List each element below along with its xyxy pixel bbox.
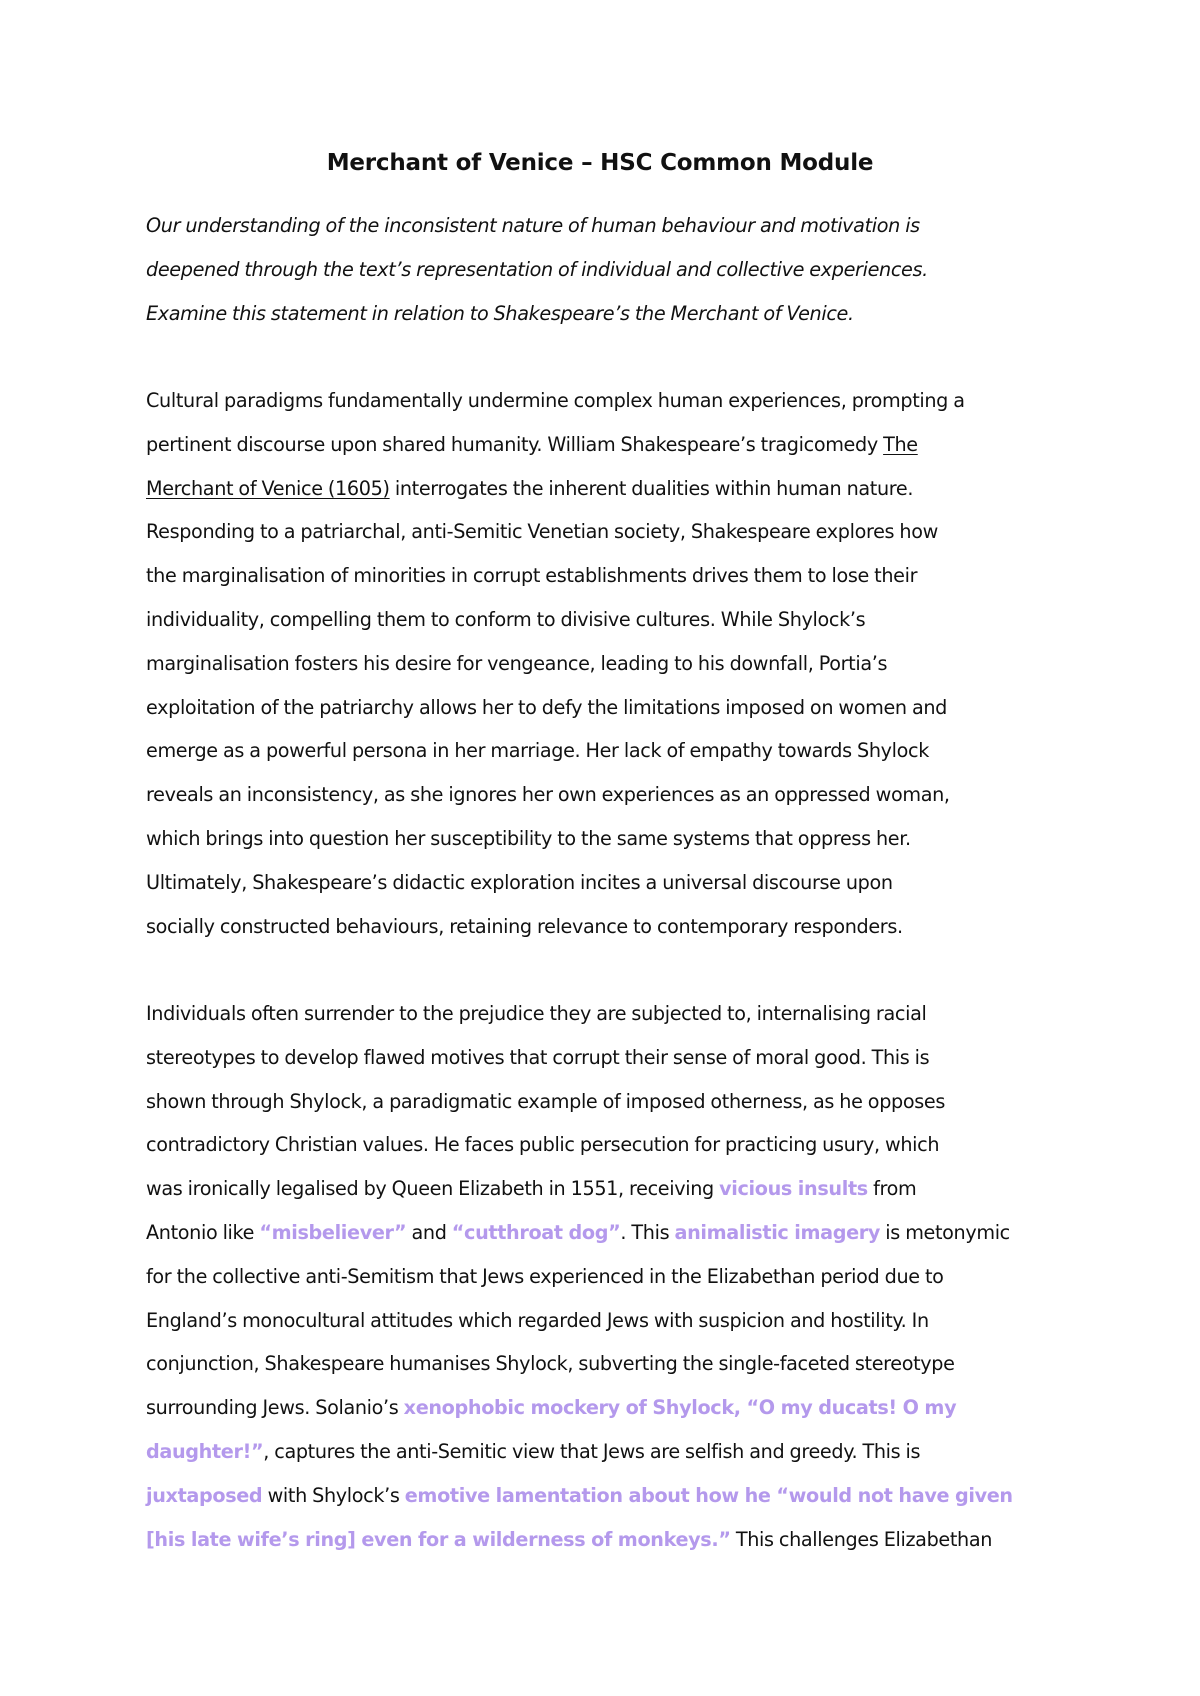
highlighted-quote: [his late wife’s ring] even for a wilderness of monkeys.” <box>146 1527 731 1551</box>
question-line: Examine this statement in relation to Shakespeare’s the Merchant of Venice. <box>146 301 854 325</box>
text-segment: Antonio like <box>146 1220 260 1244</box>
paragraph-line <box>146 1474 1076 1518</box>
document-title: Merchant of Venice – HSC Common Module <box>326 150 874 176</box>
text-segment: is metonymic <box>880 1220 1010 1244</box>
text-segment: was ironically legalised by Queen Elizabeth in 1551, receiving <box>146 1177 720 1201</box>
paragraph-line <box>146 423 1076 467</box>
highlighted-technique: vicious insults <box>719 1177 868 1201</box>
text-segment: pertinent discourse upon shared humanity. William Shakespeare’s tragicomedy <box>146 432 884 456</box>
introduction-paragraph <box>146 379 1076 948</box>
paragraph-line: which brings into question her susceptibility to the same systems that oppress her. <box>146 826 911 850</box>
text-segment: , captures the anti-Semitic view that Jews are selfish and greedy. This is <box>263 1439 921 1463</box>
underlined-text-title: Merchant of Venice (1605) <box>146 476 390 500</box>
text-segment: interrogates the inherent dualities within human nature. <box>389 476 914 500</box>
highlighted-technique: juxtaposed <box>146 1483 263 1507</box>
paragraph-line: Responding to a patriarchal, anti-Semitic Venetian society, Shakespeare explores how <box>146 520 938 544</box>
paragraph-line: contradictory Christian values. He faces public persecution for practicing usury, which <box>146 1133 940 1157</box>
highlighted-quote: daughter!” <box>146 1439 264 1463</box>
paragraph-line <box>146 1518 1076 1562</box>
paragraph-line: shown through Shylock, a paradigmatic example of imposed otherness, as he opposes <box>146 1089 945 1113</box>
paragraph-line: marginalisation fosters his desire for vengeance, leading to his downfall, Portia’s <box>146 651 888 675</box>
highlighted-quote: xenophobic mockery of Shylock, “O my ducats! O my <box>403 1396 957 1420</box>
essay-question <box>146 204 1076 335</box>
paragraph-line: individuality, compelling them to conform to divisive cultures. While Shylock’s <box>146 607 866 631</box>
text-segment: surrounding Jews. Solanio’s <box>146 1396 404 1420</box>
paragraph-line: emerge as a powerful persona in her marriage. Her lack of empathy towards Shylock <box>146 739 929 763</box>
highlighted-technique: animalistic imagery <box>674 1220 881 1244</box>
paragraph-line: for the collective anti-Semitism that Jews experienced in the Elizabethan period due to <box>146 1264 944 1288</box>
paragraph-line <box>146 1211 1076 1255</box>
paragraph-line: reveals an inconsistency, as she ignores her own experiences as an oppressed woman, <box>146 783 950 807</box>
question-line: deepened through the text’s representation of individual and collective experiences. <box>146 257 928 281</box>
paragraph-line: the marginalisation of minorities in corrupt establishments drives them to lose their <box>146 564 918 588</box>
text-segment: . This <box>620 1220 675 1244</box>
highlighted-quote: emotive lamentation about how he “would not have given <box>404 1483 1013 1507</box>
paragraph-line: stereotypes to develop flawed motives that corrupt their sense of moral good. This is <box>146 1045 930 1069</box>
paragraph-line: socially constructed behaviours, retaining relevance to contemporary responders. <box>146 914 903 938</box>
paragraph-line <box>146 1386 1076 1430</box>
question-line: Our understanding of the inconsistent nature of human behaviour and motivation is <box>146 214 920 237</box>
body-paragraph <box>146 992 1076 1561</box>
highlighted-quote: “cutthroat dog” <box>451 1220 621 1244</box>
text-segment: This challenges Elizabethan <box>730 1527 993 1551</box>
paragraph-line <box>146 467 1076 511</box>
underlined-text-title: The <box>883 432 918 456</box>
paragraph-line <box>146 1167 1076 1211</box>
text-segment: with Shylock’s <box>262 1483 405 1507</box>
paragraph-line: Ultimately, Shakespeare’s didactic exploration incites a universal discourse upon <box>146 870 893 894</box>
paragraph-line: England’s monocultural attitudes which regarded Jews with suspicion and hostility. In <box>146 1308 929 1332</box>
paragraph-line: conjunction, Shakespeare humanises Shylock, subverting the single-faceted stereotype <box>146 1352 955 1376</box>
paragraph-line: exploitation of the patriarchy allows her to defy the limitations imposed on women and <box>146 695 948 719</box>
paragraph-line <box>146 1430 1076 1474</box>
highlighted-quote: “misbeliever” <box>259 1220 407 1244</box>
text-segment: and <box>406 1220 452 1244</box>
paragraph-line: Individuals often surrender to the prejudice they are subjected to, internalising racial <box>146 1002 927 1025</box>
paragraph-line: Cultural paradigms fundamentally undermine complex human experiences, prompting a <box>146 389 965 412</box>
text-segment: from <box>867 1177 917 1201</box>
